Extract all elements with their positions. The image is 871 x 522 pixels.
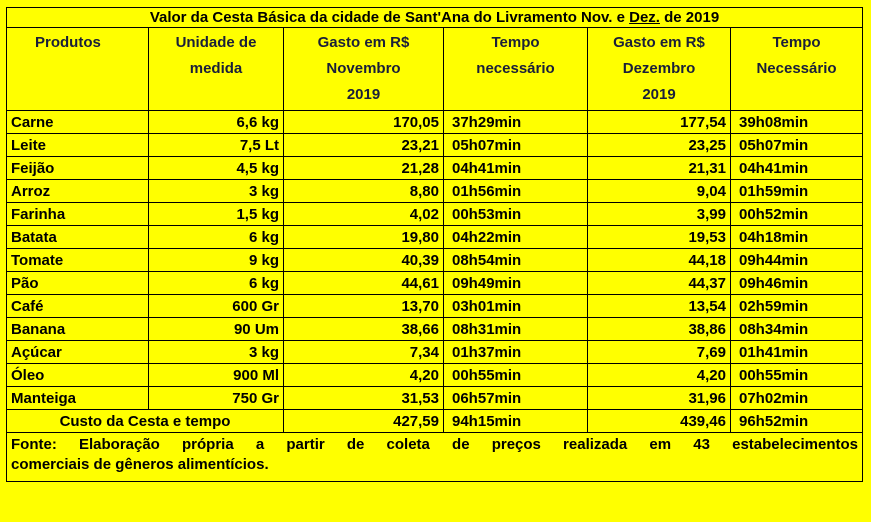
cell-gasto-nov: 23,21 bbox=[284, 134, 444, 157]
cell-produto: Arroz bbox=[7, 180, 149, 203]
cell-tempo-nov: 05h07min bbox=[444, 134, 588, 157]
cell-produto: Pão bbox=[7, 272, 149, 295]
total-gasto-nov: 427,59 bbox=[284, 410, 444, 433]
cell-gasto-dez: 44,37 bbox=[588, 272, 731, 295]
cell-tempo-dez: 00h52min bbox=[731, 203, 863, 226]
cell-gasto-dez: 13,54 bbox=[588, 295, 731, 318]
cell-tempo-dez: 02h59min bbox=[731, 295, 863, 318]
cell-tempo-nov: 01h56min bbox=[444, 180, 588, 203]
table-row bbox=[7, 134, 863, 157]
cell-tempo-nov: 00h55min bbox=[444, 364, 588, 387]
cell-tempo-nov: 01h37min bbox=[444, 341, 588, 364]
cell-tempo-dez: 01h41min bbox=[731, 341, 863, 364]
table-row bbox=[7, 111, 863, 134]
cell-gasto-nov: 40,39 bbox=[284, 249, 444, 272]
table-row bbox=[7, 295, 863, 318]
cell-unidade: 4,5 kg bbox=[149, 157, 284, 180]
cell-tempo-nov: 03h01min bbox=[444, 295, 588, 318]
total-gasto-dez: 439,46 bbox=[588, 410, 731, 433]
cell-tempo-dez: 04h41min bbox=[731, 157, 863, 180]
cesta-basica-table-frame bbox=[6, 7, 865, 515]
cell-unidade: 90 Um bbox=[149, 318, 284, 341]
cesta-basica-table bbox=[6, 7, 863, 482]
cell-gasto-nov: 19,80 bbox=[284, 226, 444, 249]
cell-unidade: 1,5 kg bbox=[149, 203, 284, 226]
table-row bbox=[7, 272, 863, 295]
header-gasto-nov: Gasto em R$ Novembro 2019 bbox=[284, 28, 444, 111]
table-row bbox=[7, 341, 863, 364]
cell-gasto-dez: 44,18 bbox=[588, 249, 731, 272]
cell-gasto-dez: 38,86 bbox=[588, 318, 731, 341]
cell-tempo-dez: 07h02min bbox=[731, 387, 863, 410]
source-row bbox=[7, 433, 863, 482]
cell-gasto-nov: 7,34 bbox=[284, 341, 444, 364]
cell-unidade: 6,6 kg bbox=[149, 111, 284, 134]
header-tempo-nov: Tempo necessário bbox=[444, 28, 588, 111]
cell-gasto-nov: 13,70 bbox=[284, 295, 444, 318]
cell-unidade: 900 Ml bbox=[149, 364, 284, 387]
total-tempo-dez: 96h52min bbox=[731, 410, 863, 433]
cell-tempo-nov: 04h22min bbox=[444, 226, 588, 249]
cell-gasto-dez: 4,20 bbox=[588, 364, 731, 387]
cell-gasto-nov: 8,80 bbox=[284, 180, 444, 203]
cell-unidade: 6 kg bbox=[149, 226, 284, 249]
total-label: Custo da Cesta e tempo bbox=[7, 410, 284, 433]
cell-gasto-nov: 170,05 bbox=[284, 111, 444, 134]
header-unidade: Unidade de medida bbox=[149, 28, 284, 111]
table-row bbox=[7, 249, 863, 272]
cell-gasto-dez: 7,69 bbox=[588, 341, 731, 364]
cell-tempo-nov: 04h41min bbox=[444, 157, 588, 180]
title-row bbox=[7, 8, 863, 28]
cell-tempo-nov: 06h57min bbox=[444, 387, 588, 410]
cell-produto: Banana bbox=[7, 318, 149, 341]
cell-gasto-dez: 31,96 bbox=[588, 387, 731, 410]
cell-tempo-dez: 00h55min bbox=[731, 364, 863, 387]
cell-gasto-nov: 38,66 bbox=[284, 318, 444, 341]
cell-gasto-dez: 3,99 bbox=[588, 203, 731, 226]
source-note bbox=[7, 433, 863, 482]
table-row bbox=[7, 226, 863, 249]
cell-gasto-nov: 4,02 bbox=[284, 203, 444, 226]
cell-gasto-nov: 21,28 bbox=[284, 157, 444, 180]
cell-tempo-nov: 37h29min bbox=[444, 111, 588, 134]
cell-tempo-dez: 04h18min bbox=[731, 226, 863, 249]
cell-unidade: 9 kg bbox=[149, 249, 284, 272]
cell-unidade: 750 Gr bbox=[149, 387, 284, 410]
header-tempo-dez: Tempo Necessário bbox=[731, 28, 863, 111]
cell-tempo-dez: 09h46min bbox=[731, 272, 863, 295]
title-underlined: Dez. bbox=[629, 8, 660, 26]
table-row bbox=[7, 364, 863, 387]
table-row bbox=[7, 157, 863, 180]
total-row bbox=[7, 410, 863, 433]
cell-tempo-nov: 00h53min bbox=[444, 203, 588, 226]
cell-tempo-dez: 09h44min bbox=[731, 249, 863, 272]
header-gasto-dez: Gasto em R$ Dezembro 2019 bbox=[588, 28, 731, 111]
table-row bbox=[7, 203, 863, 226]
cell-gasto-dez: 9,04 bbox=[588, 180, 731, 203]
source-line-1: Fonte: Elaboração própria a partir de coleta de preços realizada em 43 estabelecimentos bbox=[11, 436, 858, 453]
cell-produto: Batata bbox=[7, 226, 149, 249]
cell-gasto-dez: 23,25 bbox=[588, 134, 731, 157]
cell-gasto-nov: 4,20 bbox=[284, 364, 444, 387]
cell-produto: Feijão bbox=[7, 157, 149, 180]
title-suffix: de 2019 bbox=[659, 8, 720, 26]
cell-tempo-dez: 05h07min bbox=[731, 134, 863, 157]
cell-tempo-dez: 39h08min bbox=[731, 111, 863, 134]
total-tempo-nov: 94h15min bbox=[444, 410, 588, 433]
cell-produto: Café bbox=[7, 295, 149, 318]
cell-tempo-nov: 09h49min bbox=[444, 272, 588, 295]
cell-produto: Carne bbox=[7, 111, 149, 134]
title-prefix: Valor da Cesta Básica da cidade de Sant'Ana do Livramento Nov. e bbox=[149, 8, 630, 26]
header-produtos: Produtos bbox=[7, 28, 149, 111]
table-row bbox=[7, 387, 863, 410]
cell-produto: Farinha bbox=[7, 203, 149, 226]
cell-produto: Leite bbox=[7, 134, 149, 157]
header-row bbox=[7, 28, 863, 111]
cell-produto: Óleo bbox=[7, 364, 149, 387]
cell-gasto-nov: 44,61 bbox=[284, 272, 444, 295]
cell-produto: Açúcar bbox=[7, 341, 149, 364]
cell-tempo-dez: 08h34min bbox=[731, 318, 863, 341]
cell-tempo-nov: 08h54min bbox=[444, 249, 588, 272]
cell-gasto-dez: 19,53 bbox=[588, 226, 731, 249]
cell-gasto-nov: 31,53 bbox=[284, 387, 444, 410]
cell-gasto-dez: 177,54 bbox=[588, 111, 731, 134]
source-line-2: comerciais de gêneros alimentícios. bbox=[11, 456, 269, 473]
cell-tempo-nov: 08h31min bbox=[444, 318, 588, 341]
table-row bbox=[7, 318, 863, 341]
cell-unidade: 600 Gr bbox=[149, 295, 284, 318]
table-row bbox=[7, 180, 863, 203]
cell-produto: Manteiga bbox=[7, 387, 149, 410]
cell-produto: Tomate bbox=[7, 249, 149, 272]
table-title bbox=[7, 8, 863, 28]
cell-unidade: 7,5 Lt bbox=[149, 134, 284, 157]
cell-tempo-dez: 01h59min bbox=[731, 180, 863, 203]
cell-unidade: 6 kg bbox=[149, 272, 284, 295]
cell-unidade: 3 kg bbox=[149, 341, 284, 364]
cell-unidade: 3 kg bbox=[149, 180, 284, 203]
cell-gasto-dez: 21,31 bbox=[588, 157, 731, 180]
